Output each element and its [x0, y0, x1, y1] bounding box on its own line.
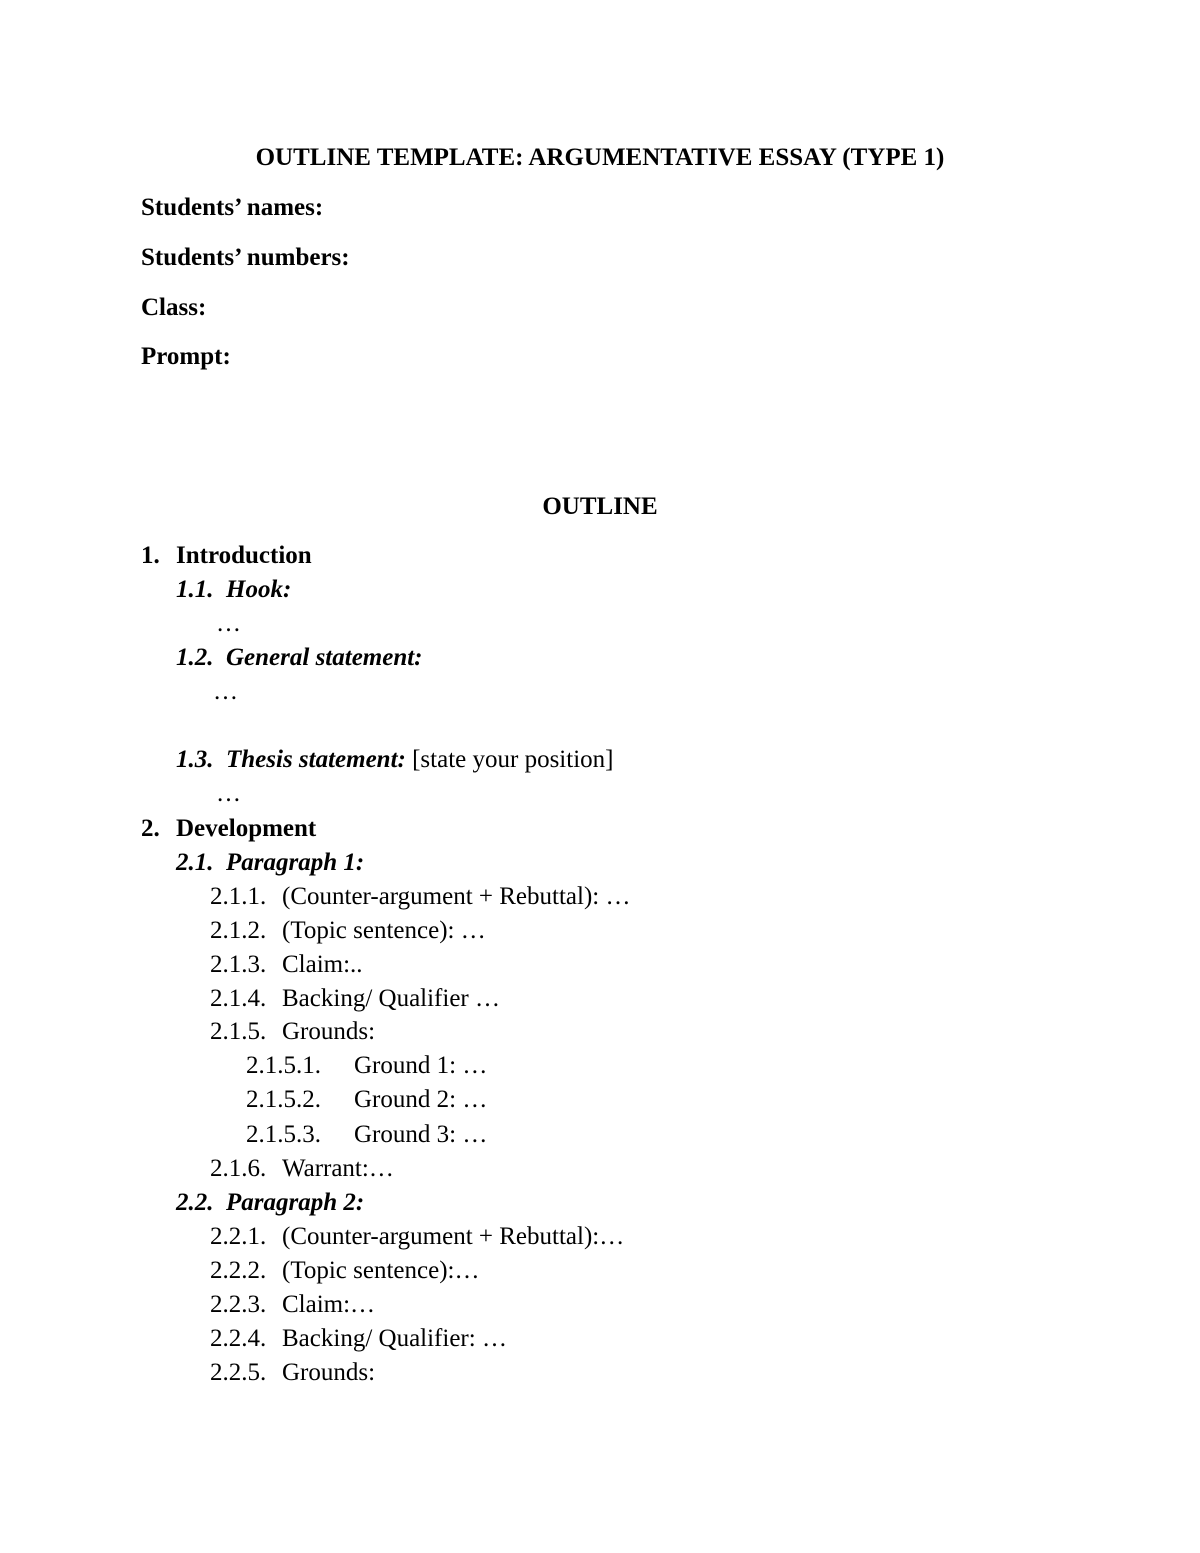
item-text: Claim:…: [282, 1291, 376, 1318]
section-title: Development: [176, 815, 317, 842]
field-students-names: Students’ names:: [141, 194, 324, 221]
item-number: 2.2.5.: [210, 1359, 267, 1386]
item-text: (Topic sentence): …: [282, 917, 486, 944]
item-number: 2.1.2.: [210, 917, 267, 944]
list-item: [210, 1290, 375, 1320]
list-item: [210, 1256, 479, 1286]
section-title: Introduction: [176, 542, 312, 569]
item-number: 2.1.5.1.: [246, 1052, 321, 1079]
paragraph-1-heading: [176, 848, 364, 878]
item-text: Backing/ Qualifier …: [282, 985, 500, 1012]
item-note: [state your position]: [412, 746, 614, 773]
item-text: Grounds:: [282, 1359, 376, 1386]
item-number: 1.1.: [176, 576, 214, 603]
item-text: Warrant:…: [282, 1155, 394, 1182]
item-text: Grounds:: [282, 1018, 376, 1045]
item-text: Ground 3: …: [354, 1121, 488, 1148]
item-number: 2.1.5.2.: [246, 1086, 321, 1113]
list-item: [210, 1222, 624, 1252]
item-placeholder: …: [216, 780, 241, 807]
outline-heading: OUTLINE: [542, 493, 658, 520]
section-number: 2.: [141, 815, 160, 842]
list-item: [210, 1324, 507, 1354]
list-item: [246, 1051, 487, 1081]
list-item: [210, 1358, 375, 1388]
item-number: 2.1.3.: [210, 951, 267, 978]
item-number: 2.1.6.: [210, 1155, 267, 1182]
paragraph-number: 2.1.: [176, 849, 214, 876]
item-number: 2.2.1.: [210, 1223, 267, 1250]
item-hook: [176, 575, 291, 605]
section-development: [141, 814, 316, 844]
item-label: Thesis statement:: [226, 746, 406, 773]
list-item: [210, 984, 500, 1014]
paragraph-label: Paragraph 2:: [226, 1189, 365, 1216]
item-text: (Topic sentence):…: [282, 1257, 480, 1284]
list-item: [210, 882, 630, 912]
item-text: Claim:..: [282, 951, 363, 978]
item-number: 1.2.: [176, 644, 214, 671]
item-number: 2.1.5.: [210, 1018, 267, 1045]
item-label: Hook:: [226, 576, 292, 603]
item-text: Backing/ Qualifier: …: [282, 1325, 507, 1352]
list-item: [210, 916, 486, 946]
section-number: 1.: [141, 542, 160, 569]
item-number: 2.2.2.: [210, 1257, 267, 1284]
paragraph-2-heading: [176, 1188, 364, 1218]
item-number: 1.3.: [176, 746, 214, 773]
item-general-statement: [176, 643, 423, 673]
paragraph-label: Paragraph 1:: [226, 849, 365, 876]
list-item: [210, 1017, 375, 1047]
list-item: [246, 1085, 487, 1115]
document-title: OUTLINE TEMPLATE: ARGUMENTATIVE ESSAY (TYPE 1): [255, 144, 945, 171]
section-introduction: [141, 541, 312, 571]
item-text: Ground 1: …: [354, 1052, 488, 1079]
item-placeholder: …: [213, 678, 238, 705]
paragraph-number: 2.2.: [176, 1189, 214, 1216]
item-number: 2.1.4.: [210, 985, 267, 1012]
field-prompt: Prompt:: [141, 343, 231, 370]
list-item: [246, 1120, 487, 1150]
item-number: 2.2.4.: [210, 1325, 267, 1352]
item-text: (Counter-argument + Rebuttal):…: [282, 1223, 625, 1250]
item-number: 2.1.1.: [210, 883, 267, 910]
field-students-numbers: Students’ numbers:: [141, 244, 350, 271]
item-placeholder: …: [216, 610, 241, 637]
item-number: 2.1.5.3.: [246, 1121, 321, 1148]
item-thesis-statement: [176, 745, 613, 775]
item-text: Ground 2: …: [354, 1086, 488, 1113]
item-text: (Counter-argument + Rebuttal): …: [282, 883, 631, 910]
list-item: [210, 950, 363, 980]
field-class: Class:: [141, 294, 207, 321]
item-label: General statement:: [226, 644, 423, 671]
item-number: 2.2.3.: [210, 1291, 267, 1318]
list-item: [210, 1154, 394, 1184]
